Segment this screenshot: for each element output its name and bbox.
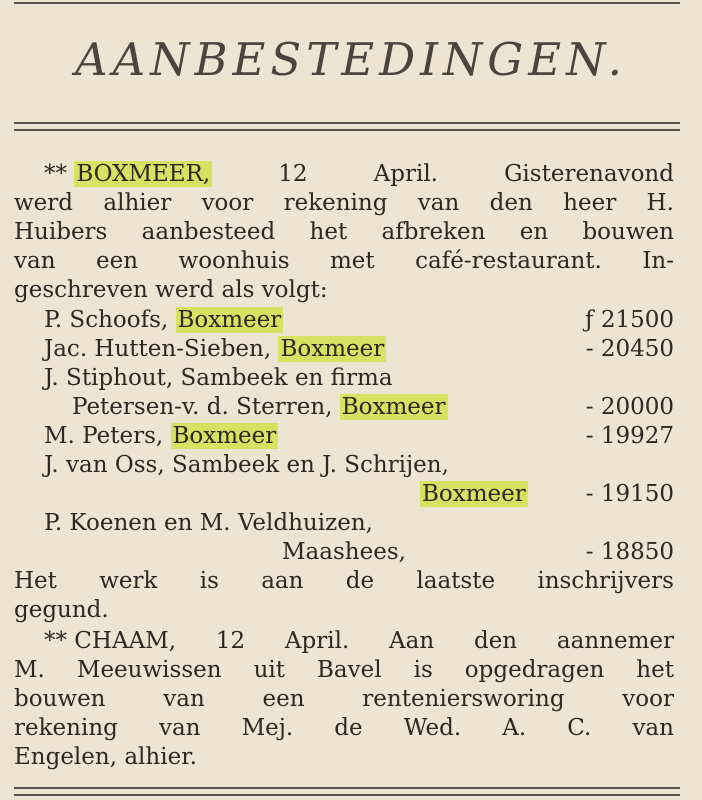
entry-3-line-b: Petersen-v. d. Sterren, Boxmeer (72, 394, 446, 420)
word: werk (99, 568, 158, 594)
word: en (519, 219, 549, 245)
word: het (309, 219, 348, 245)
word: 12 (215, 628, 246, 654)
word: M. (14, 657, 45, 683)
word: Gisterenavond (504, 161, 674, 187)
word: Het (14, 568, 57, 594)
word: Wed. (403, 715, 462, 741)
word: laatste (416, 568, 496, 594)
entry-6-amount: - 18850 (585, 539, 674, 565)
p3-line-4 (14, 714, 674, 742)
word: Bavel (317, 657, 382, 683)
place-highlight: Boxmeer (177, 307, 282, 333)
word: opgedragen (464, 657, 605, 683)
word: ** CHAAM, (44, 628, 177, 654)
entry-4-name: M. Peters, Boxmeer (44, 423, 277, 449)
word: C. (567, 715, 592, 741)
entry-2-amount: - 20450 (585, 336, 674, 362)
word: rekening (14, 715, 118, 741)
entry-1-amount: ƒ 21500 (585, 307, 674, 333)
word: de (345, 568, 375, 594)
p1-line-5: geschreven werd als volgt: (14, 277, 328, 303)
word: uit (253, 657, 285, 683)
word: April. (373, 161, 438, 187)
word: In- (642, 248, 674, 274)
entry-5-line-a: J. van Oss, Sambeek en J. Schrijen, (44, 452, 449, 478)
word: van (163, 686, 205, 712)
top-rule (14, 2, 680, 4)
word: H. (646, 190, 674, 216)
p3-line-1 (44, 627, 674, 655)
word: van (417, 190, 460, 216)
word: den (489, 190, 533, 216)
word: het (636, 657, 674, 683)
entry-3-amount: - 20000 (585, 394, 674, 420)
word: is (199, 568, 219, 594)
word (44, 160, 212, 188)
word: inschrijvers (537, 568, 674, 594)
word: rekening (283, 190, 388, 216)
word: werd (14, 190, 74, 216)
word: afbreken (381, 219, 486, 245)
place-highlight: Boxmeer (280, 336, 385, 362)
word: aanbesteed (141, 219, 276, 245)
p3-line-3 (14, 685, 674, 713)
word: voor (201, 190, 254, 216)
p1-line-4 (14, 247, 674, 275)
place-highlight: Boxmeer (341, 394, 446, 420)
entry-2-name: Jac. Hutten-Sieben, Boxmeer (44, 336, 385, 362)
word: alhier (103, 190, 172, 216)
word: aannemer (556, 628, 674, 654)
word: van (632, 715, 674, 741)
word: Mej. (241, 715, 294, 741)
word: is (413, 657, 433, 683)
word: 12 (278, 161, 308, 187)
word: café-restaurant. (415, 248, 602, 274)
p2-line-1 (14, 567, 674, 595)
p1-line-3 (14, 218, 674, 246)
word: renteniersworing (362, 686, 565, 712)
word: Aan (389, 628, 435, 654)
word: aan (261, 568, 304, 594)
entry-4-amount: - 19927 (585, 423, 674, 449)
word: April. (284, 628, 350, 654)
double-rule-upper (14, 122, 680, 131)
word: A. (502, 715, 527, 741)
word: van (14, 248, 56, 274)
word: de (334, 715, 363, 741)
double-rule-lower (14, 787, 680, 796)
p1-line-1 (44, 160, 674, 188)
word: voor (622, 686, 674, 712)
word: Huibers (14, 219, 108, 245)
word: woonhuis (178, 248, 290, 274)
place-highlight: BOXMEER, (76, 161, 211, 187)
asterisks: ** (44, 161, 75, 187)
p2-line-2: gegund. (14, 597, 109, 623)
word: heer (563, 190, 617, 216)
entry-5-amount: - 19150 (585, 481, 674, 507)
place-highlight: Boxmeer (422, 481, 526, 507)
entry-3-line-a: J. Stiphout, Sambeek en firma (44, 365, 393, 391)
place-highlight: Boxmeer (172, 423, 277, 449)
p1-line-2 (14, 189, 674, 217)
word: met (329, 248, 375, 274)
entry-6-line-a: P. Koenen en M. Veldhuizen, (44, 510, 373, 536)
word: van (158, 715, 201, 741)
word: Meeuwissen (76, 657, 222, 683)
word: een (96, 248, 139, 274)
word: bouwen (14, 686, 106, 712)
word: bouwen (582, 219, 674, 245)
word: een (262, 686, 305, 712)
section-heading: AANBESTEDINGEN. (75, 33, 627, 86)
p3-line-5: Engelen, alhier. (14, 744, 197, 770)
entry-6-line-b: Maashees, (282, 539, 406, 565)
p3-line-2 (14, 656, 674, 684)
entry-5-line-b (420, 480, 528, 508)
entry-1-name: P. Schoofs, Boxmeer (44, 307, 282, 333)
word: den (473, 628, 518, 654)
